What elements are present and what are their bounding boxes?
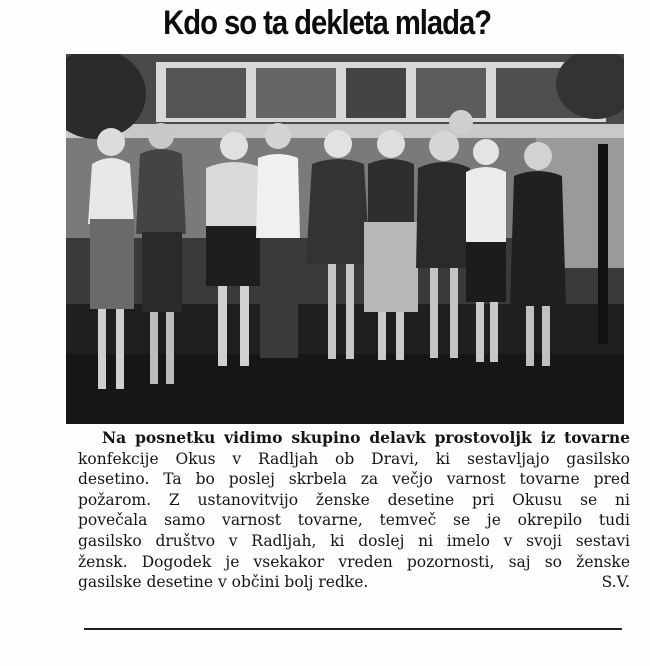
headline: Kdo so ta dekleta mlada? bbox=[163, 4, 492, 42]
article-line: žensk. Dogodek je vsekakor vreden pozornosti, saj so ženske bbox=[78, 552, 630, 571]
article-line: desetino. Ta bo poslej skrbela za večjo varnost tovarne pred bbox=[78, 470, 630, 489]
article-line: Na posnetku vidimo skupino delavk prostovoljk iz tovarne bbox=[102, 428, 630, 447]
article-body bbox=[78, 428, 630, 593]
article-last-line bbox=[78, 572, 630, 593]
article-line: požarom. Z ustanovitvijo ženske desetine pri Okusu se ni bbox=[78, 490, 630, 509]
group-photo bbox=[66, 54, 624, 424]
article-line: gasilske desetine v občini bolj redke. bbox=[78, 573, 369, 592]
group-photo-image bbox=[66, 54, 624, 424]
article-line: povečala samo varnost tovarne, temveč se je okrepilo tudi bbox=[78, 511, 630, 530]
article-line: gasilsko društvo v Radljah, ki doslej ni imelo v svoji sestavi bbox=[78, 531, 630, 550]
author-signature: S.V. bbox=[601, 573, 630, 592]
article-line: konfekcije Okus v Radljah ob Dravi, ki sestavljajo gasilsko bbox=[78, 449, 630, 468]
bottom-rule bbox=[84, 628, 622, 630]
